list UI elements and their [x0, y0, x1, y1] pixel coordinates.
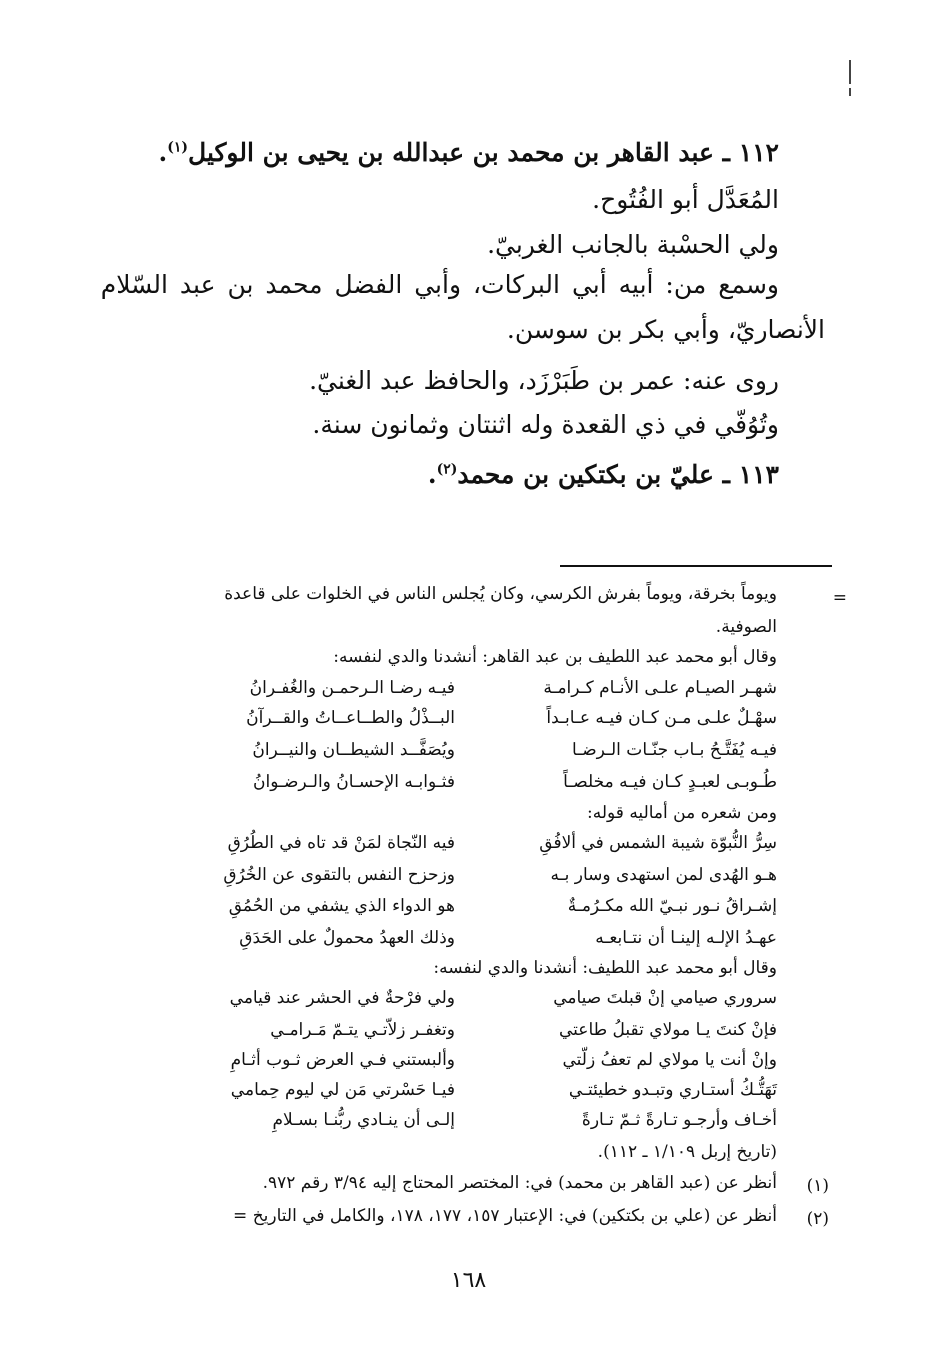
entry-113-heading — [428, 460, 779, 489]
heading-period: . — [427, 460, 437, 489]
footnote-ref-1: (١) — [167, 139, 189, 156]
entry-113-heading-text: ١١٣ ـ عليّ بن بكتكين بن محمد — [457, 460, 779, 489]
verse-first-hemistich: سهْـلٌ علـى مـن كـان فيـه عـابـداً — [546, 708, 777, 728]
verse-second-hemistich: وألبستني فـي العرض ثـوب أثـامِ — [230, 1050, 455, 1070]
footnote-ref-2: (٢) — [436, 461, 458, 478]
verse-first-hemistich: فيـه يُفَتَّـحُ بـاب جنّـات الـرضـا — [572, 740, 777, 760]
footnote-text: الصوفية. — [715, 617, 777, 637]
verse-first-hemistich: هـو الهُدى لمن استهدى وسار بـه — [550, 865, 777, 885]
entry-112-heading-text: ١١٢ ـ عبد القاهر بن محمد بن عبدالله بن يحيى بن الوكيل — [188, 138, 779, 167]
footnote-text: ومن شعره من أماليه قوله: — [586, 803, 777, 823]
footnote-text: وقال أبو محمد عبد اللطيف بن عبد القاهر: أنشدنا والدي لنفسه: — [333, 647, 777, 667]
verse-second-hemistich: وتغفـر زلاّتـي يتـمّ مَـرامـي — [270, 1020, 455, 1040]
heading-period: . — [158, 138, 168, 167]
verse-first-hemistich: عهـدُ الإلـه إلينـا أن نتـابعـه — [595, 928, 777, 948]
page-number: ١٦٨ — [450, 1268, 487, 1293]
verse-second-hemistich: هو الدواء الذي يشفي من الحُمُقِ — [228, 896, 455, 916]
entry-112-line: المُعَدَّل أبو الفُتُوح. — [592, 185, 779, 214]
entry-112-heading — [159, 138, 779, 167]
verse-first-hemistich: طُـوبـى لعبـدٍ كـان فيـه مخلصـاً — [563, 772, 777, 792]
verse-first-hemistich: سروري صيامي إنْ قبلتَ صيامي — [553, 988, 777, 1008]
verse-second-hemistich: فيـه رضـا الـرحمـن والغُفـرانُ — [249, 678, 455, 698]
footnote-number-2: (٢) — [806, 1209, 829, 1229]
verse-second-hemistich: إلـى أن ينـادي ربُّنـا بسـلامِ — [272, 1110, 455, 1130]
verse-first-hemistich: تَهَتُّـكُ أستـاري وتبـدو خطيئتـي — [568, 1080, 777, 1100]
scan-margin-mark — [849, 88, 851, 96]
verse-first-hemistich: شهـر الصيـام علـى الأنـام كـرامـة — [543, 678, 777, 698]
verse-first-hemistich: فإنْ كنتَ يـا مولاي تقبلُ طاعتي — [559, 1020, 777, 1040]
verse-second-hemistich: وزحزح النفس بالتقوى عن الخُرُقِ — [223, 865, 455, 885]
footnote-1-text: أنظر عن (عبد القاهر بن محمد) في: المختصر المحتاج إليه ٣/٩٤ رقم ٩٧٢. — [262, 1173, 777, 1193]
scan-margin-mark — [849, 60, 851, 84]
continuation-mark: = — [832, 588, 847, 608]
verse-second-hemistich: البــذْلُ والطــاعــاتُ والقــرآنُ — [246, 708, 455, 728]
entry-112-line: روى عنه: عمر بن طَبَرْزَد، والحافظ عبد الغنيّ. — [309, 366, 779, 395]
verse-second-hemistich: وذلك العهدُ محمولٌ على الحَدَقِ — [239, 928, 455, 948]
verse-second-hemistich: فيـا حَسْرتي مَن لي ليوم حِمامي — [230, 1080, 455, 1100]
verse-second-hemistich: ولي فرْحةٌ في الحشر عند قيامي — [229, 988, 455, 1008]
source-citation: (تاريخ إربل ١/١٠٩ ـ ١١٢). — [597, 1142, 777, 1162]
verse-first-hemistich: وإنْ أنت يا مولاي لم تعفُ زلّتي — [562, 1050, 777, 1070]
footnote-text: وقال أبو محمد عبد اللطيف: أنشدنا والدي لنفسه: — [433, 958, 777, 978]
footnote-text: ويوماً بخرقة، ويوماً بفرش الكرسي، وكان يُجلس الناس في الخلوات على قاعدة — [224, 584, 777, 604]
footnote-2-text: أنظر عن (علي بن بكتكين) في: الإعتبار ١٥٧، ١٧٧، ١٧٨، والكامل في التاريخ = — [233, 1206, 777, 1226]
verse-second-hemistich: ويُصَفَّــد الشيطــان والنيــرانُ — [252, 740, 455, 760]
verse-first-hemistich: أخـاف وأرجـو تـارةً ثـمّ تـارةً — [581, 1110, 777, 1130]
verse-first-hemistich: سِرُّ النُّبوّة شيبة الشمس في ألافُقِ — [539, 833, 777, 853]
entry-112-line: ولي الحسْبة بالجانب الغربيّ. — [487, 230, 779, 259]
entry-112-line: وسمع من: أبيه أبي البركات، وأبي الفضل محمد بن عبد السّلام — [100, 270, 779, 299]
footnote-number-1: (١) — [806, 1176, 829, 1196]
footnote-separator — [560, 565, 832, 567]
entry-112-line: الأنصاريّ، وأبي بكر بن سوسن. — [506, 315, 825, 344]
verse-second-hemistich: فيه النّجاة لمَنْ قد تاه في الطُرُقِ — [227, 833, 455, 853]
verse-first-hemistich: إشـراقُ نـور نبـيّ الله مكـرُمـةٌ — [567, 896, 777, 916]
verse-second-hemistich: فثـوابـه الإحسـانُ والـرضـوانُ — [253, 772, 455, 792]
entry-112-line: وتُوُفّي في ذي القعدة وله اثنتان وثمانون سنة. — [312, 410, 779, 439]
